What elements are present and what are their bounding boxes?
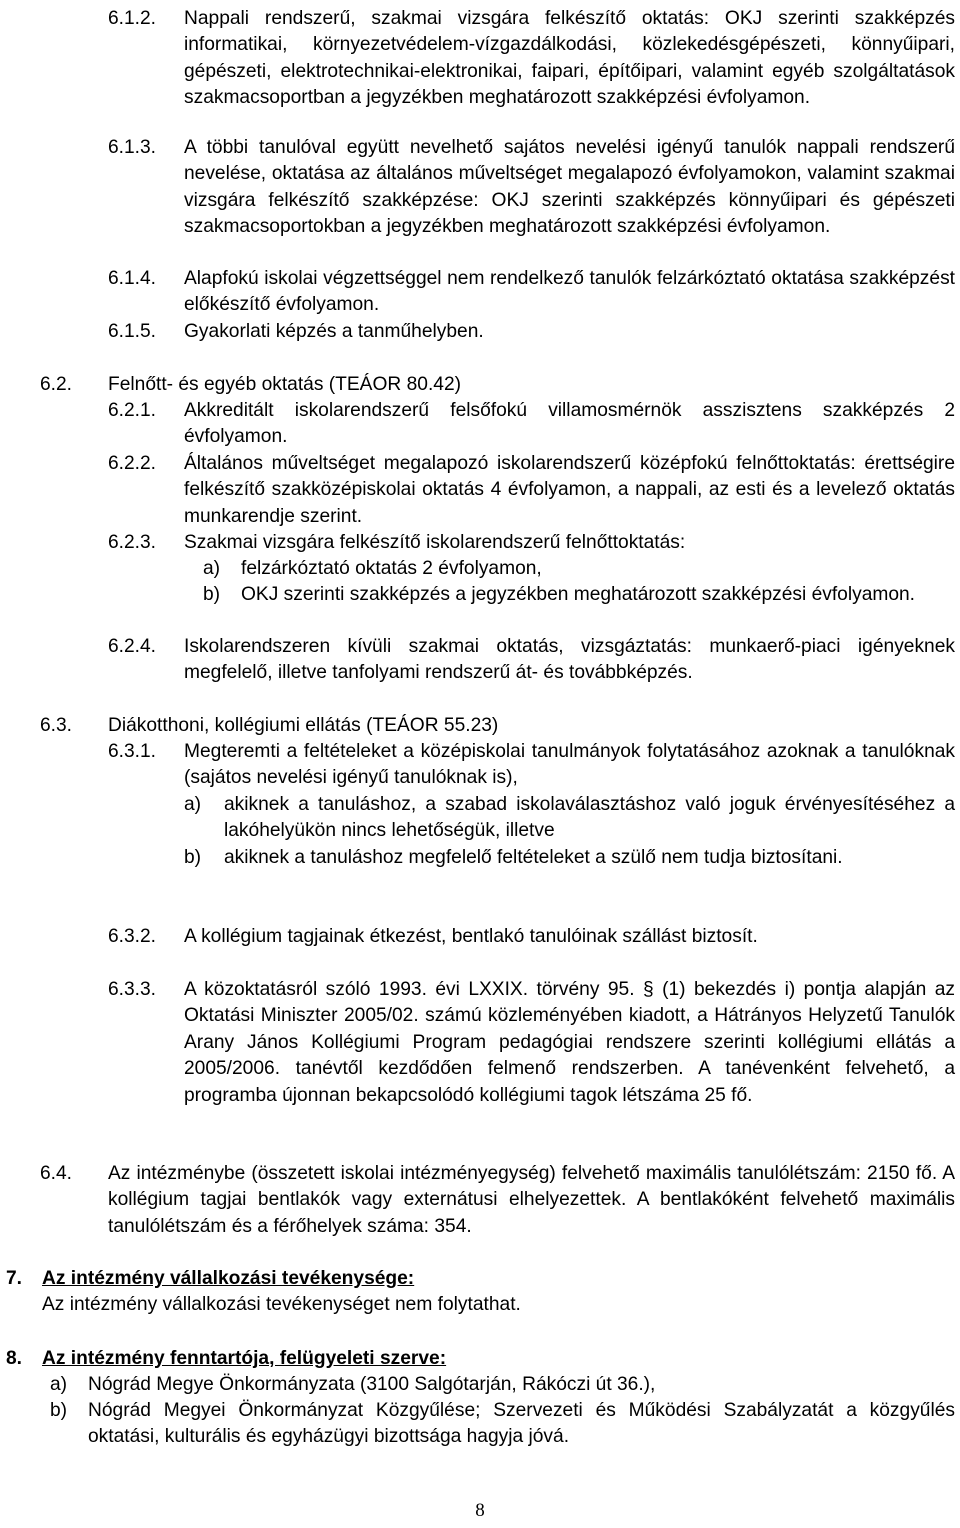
paragraph-6-2-4: Iskolarendszeren kívüli szakmai oktatás, vizsgáztatás: munkaerő-piaci igényeknek megfelelő, illetve tanfolyami rendszerű át- és továbbképzés.	[184, 636, 955, 684]
list-item-8-a: Nógrád Megye Önkormányzata (3100 Salgótarján, Rákóczi út 36.),	[88, 1374, 656, 1395]
chapter-heading-8: Az intézmény fenntartója, felügyeleti szerve:	[42, 1348, 447, 1369]
section-number: 6.2.	[40, 374, 73, 395]
item-number: 6.3.1.	[108, 741, 157, 762]
section-heading-6-2: Felnőtt- és egyéb oktatás (TEÁOR 80.42)	[108, 374, 462, 395]
chapter-number: 7.	[6, 1268, 23, 1289]
paragraph-6-2-3: Szakmai vizsgára felkészítő iskolarendszerű felnőttoktatás:	[184, 532, 686, 553]
chapter-heading-7: Az intézmény vállalkozási tevékenysége:	[42, 1268, 415, 1289]
item-number: 6.1.3.	[108, 137, 157, 158]
list-item-6-2-3-a: felzárkóztató oktatás 2 évfolyamon,	[241, 558, 542, 579]
list-item-6-3-1-a: akiknek a tanuláshoz, a szabad iskolaválasztáshoz való joguk érvényesítéséhez a lakóhelyükön nincs lehetőségük, illetve	[224, 794, 955, 842]
item-number: 6.3.2.	[108, 926, 157, 947]
list-item-6-3-1-b: akiknek a tanuláshoz megfelelő feltételeket a szülő nem tudja biztosítani.	[224, 847, 843, 868]
paragraph-6-2-2: Általános műveltséget megalapozó iskolarendszerű középfokú felnőttoktatás: érettségire felkészítő szakközépiskolai oktatás 4 évfolyamon, a nappali, az esti és a levelező oktatás munkarendje szerint.	[184, 453, 955, 527]
paragraph-6-1-4: Alapfokú iskolai végzettséggel nem rendelkező tanulók felzárkóztató oktatása szakképzést előkészítő évfolyamon.	[184, 268, 955, 316]
list-marker: b)	[50, 1400, 68, 1421]
list-marker: a)	[203, 558, 221, 579]
section-number: 6.3.	[40, 715, 73, 736]
chapter-number: 8.	[6, 1348, 23, 1369]
item-number: 6.2.3.	[108, 532, 157, 553]
list-item-8-b: Nógrád Megyei Önkormányzat Közgyűlése; Szervezeti és Működési Szabályzatát a közgyűlés oktatási, kulturális és egyházügyi bizottsága hagyja jóvá.	[88, 1400, 955, 1448]
paragraph-6-3-2: A kollégium tagjainak étkezést, bentlakó tanulóinak szállást biztosít.	[184, 926, 758, 947]
section-number: 6.4.	[40, 1163, 73, 1184]
paragraph-6-4: Az intézménybe (összetett iskolai intézményegység) felvehető maximális tanulólétszám: 2150 fő. A kollégium tagjai bentlakók vagy externátusi elhelyezettek. A bentlakóként felvehető maximális tanulólétszám és a férőhelyek száma: 354.	[108, 1163, 955, 1237]
paragraph-6-2-1: Akkreditált iskolarendszerű felsőfokú villamosmérnök asszisztens szakképzés 2 évfolyamon.	[184, 400, 955, 448]
item-number: 6.3.3.	[108, 979, 157, 1000]
item-number: 6.2.4.	[108, 636, 157, 657]
item-number: 6.1.4.	[108, 268, 157, 289]
list-item-6-2-3-b: OKJ szerinti szakképzés a jegyzékben meghatározott szakképzési évfolyamon.	[241, 584, 916, 605]
item-number: 6.2.1.	[108, 400, 157, 421]
list-marker: a)	[50, 1374, 68, 1395]
paragraph-6-1-3: A többi tanulóval együtt nevelhető sajátos nevelési igényű tanulók nappali rendszerű nevelése, oktatása az általános műveltséget megalapozó évfolyamokon, valamint szakmai vizsgára felkészítő szakképzése: OKJ szerinti szakképzés könnyűipari és gépészeti szakmacsoportokban a jegyzékben meghatározott szakképzési évfolyamon.	[184, 137, 955, 238]
item-number: 6.1.5.	[108, 321, 157, 342]
paragraph-7: Az intézmény vállalkozási tevékenységet nem folytathat.	[42, 1294, 521, 1315]
list-marker: b)	[203, 584, 221, 605]
paragraph-6-1-2: Nappali rendszerű, szakmai vizsgára felkészítő oktatás: OKJ szerinti szakképzés informatikai, környezetvédelem-vízgazdálkodási, közlekedésgépészeti, könnyűipari, gépészeti, elektrotechnikai-elektronikai, faipari, építőipari, valamint egyéb szolgáltatások szakmacsoportban a jegyzékben meghatározott szakképzési évfolyamon.	[184, 8, 955, 109]
item-number: 6.2.2.	[108, 453, 157, 474]
page-number: 8	[475, 1500, 485, 1521]
list-marker: a)	[184, 794, 202, 815]
list-marker: b)	[184, 847, 202, 868]
item-number: 6.1.2.	[108, 8, 157, 29]
section-heading-6-3: Diákotthoni, kollégiumi ellátás (TEÁOR 55.23)	[108, 715, 499, 736]
paragraph-6-1-5: Gyakorlati képzés a tanműhelyben.	[184, 321, 484, 342]
paragraph-6-3-1: Megteremti a feltételeket a középiskolai tanulmányok folytatásához azoknak a tanulóknak (sajátos nevelési igényű tanulóknak is),	[184, 741, 955, 789]
paragraph-6-3-3: A közoktatásról szóló 1993. évi LXXIX. törvény 95. § (1) bekezdés i) pontja alapján az Oktatási Miniszter 2005/02. számú közleményében kiadott, a Hátrányos Helyzetű Tanulók Arany János Kollégiumi Program pedagógiai rendszere szerinti kollégiumi ellátás a 2005/2006. tanévtől kezdődően felmenő rendszerben. A tanévenként felvehető, a programba újonnan bekapcsolódó kollégiumi tagok létszáma 25 fő.	[184, 979, 955, 1106]
